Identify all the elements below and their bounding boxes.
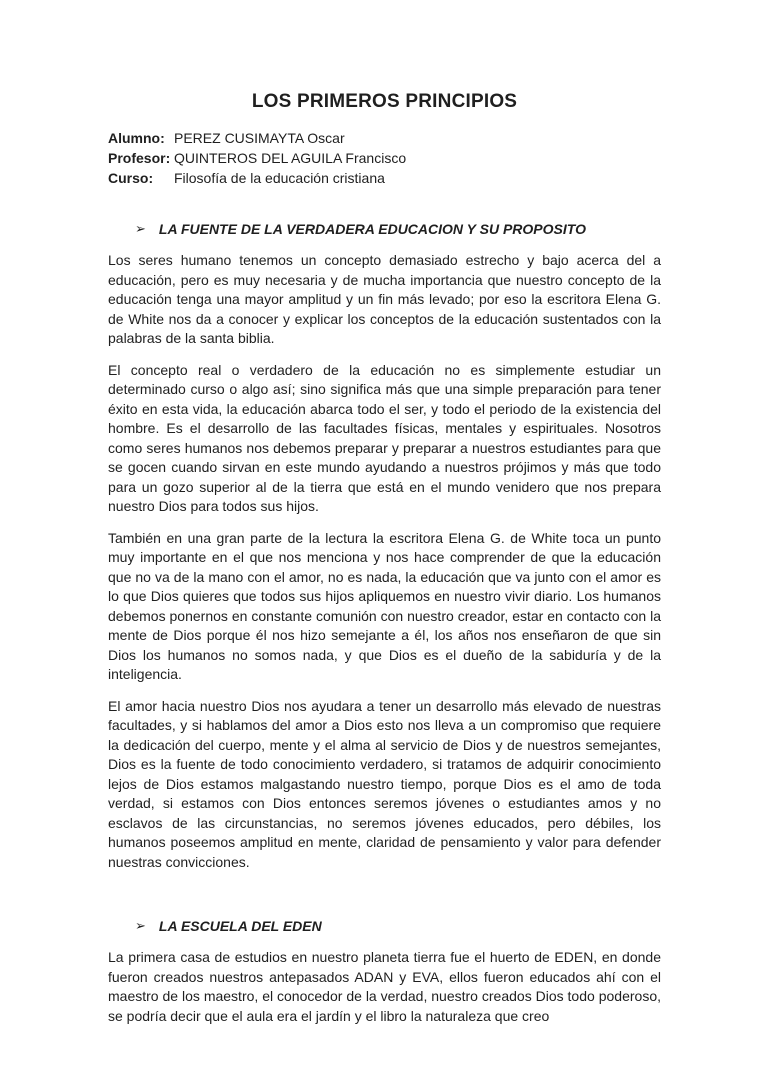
meta-label-profesor: Profesor: bbox=[108, 150, 171, 166]
section-heading-text: LA FUENTE DE LA VERDADERA EDUCACION Y SU PROPOSITO bbox=[158, 221, 586, 237]
section-heading-fuente bbox=[108, 220, 661, 239]
meta-label-curso: Curso: bbox=[108, 170, 154, 186]
meta-row-curso bbox=[108, 168, 661, 188]
meta-value-alumno: PEREZ CUSIMAYTA Oscar bbox=[174, 130, 345, 146]
paragraph: También en una gran parte de la lectura la escritora Elena G. de White toca un punto muy importante en el que nos menciona y nos hace comprender de que la educación que no va de la mano con el amor, no es nada, la educación que va junto con el amor es lo que Dios quieres que todos sus hijos apliquemos en nuestro vivir diario. Los humanos debemos ponernos en constante comunión con nuestro creador, estar en contacto con la mente de Dios porque él nos hizo semejante a él, los años nos enseñaron de que sin Dios los humanos no somos nada, y que Dios es el dueño de la sabiduría y de la inteligencia. bbox=[108, 529, 661, 682]
section-heading-eden bbox=[108, 917, 661, 936]
paragraph: Los seres humano tenemos un concepto demasiado estrecho y bajo acerca del a educación, pero es muy necesaria y de mucha importancia que nuestro concepto de la educación tenga una mayor amplitud y un fin más levado; por eso la escritora Elena G. de White nos da a conocer y explicar los conceptos de la educación sustentados con la palabras de la santa biblia. bbox=[108, 252, 661, 346]
section-heading-text: LA ESCUELA DEL EDEN bbox=[158, 918, 322, 934]
meta-value-profesor: QUINTEROS DEL AGUILA Francisco bbox=[174, 150, 407, 166]
meta-value-curso: Filosofía de la educación cristiana bbox=[174, 170, 385, 186]
section-escuela-eden bbox=[108, 917, 661, 1026]
meta-block bbox=[108, 128, 661, 188]
section-fuente-educacion bbox=[108, 220, 661, 872]
arrow-bullet-icon: ➢ bbox=[135, 221, 146, 236]
meta-label-alumno: Alumno: bbox=[108, 130, 165, 146]
paragraph: El amor hacia nuestro Dios nos ayudara a tener un desarrollo más elevado de nuestras facultades, y si hablamos del amor a Dios esto nos lleva a un compromiso que requiere la dedicación del cuerpo, mente y el alma al servicio de Dios y de nuestros semejantes, Dios es la fuente de todo conocimiento verdadero, si tratamos de adquirir conocimiento lejos de Dios estamos malgastando nuestro tiempo, porque Dios es el amo de toda verdad, si estamos con Dios entonces seremos jóvenes o estudiantes amos y no esclavos de las circunstancias, no seremos jóvenes educados, pero débiles, los humanos poseemos amplitud en mente, claridad de pensamiento y valor para defender nuestras convicciones. bbox=[108, 697, 661, 870]
paragraph: La primera casa de estudios en nuestro planeta tierra fue el huerto de EDEN, en donde fueron creados nuestros antepasados ADAN y EVA, ellos fueron educados ahí con el maestro de los maestro, el conocedor de la verdad, nuestro creados Dios todo poderoso, se podría decir que el aula era el jardín y el libro la naturaleza que creo bbox=[108, 949, 661, 1024]
paragraph: El concepto real o verdadero de la educación no es simplemente estudiar un determinado curso o algo así; sino significa más que una simple preparación para tener éxito en esta vida, la educación abarca todo el ser, y todo el periodo de la existencia del hombre. Es el desarrollo de las facultades físicas, mentales y espirituales. Nosotros como seres humanos nos debemos preparar y preparar a nuestros estudiantes para que se gocen cuando sirvan en este mundo ayudando a nuestros prójimos y más que todo para un gozo superior al de la tierra que está en el mundo venidero que nos prepara nuestro Dios para todos sus hijos. bbox=[108, 361, 661, 514]
arrow-bullet-icon: ➢ bbox=[135, 918, 146, 933]
meta-row-alumno bbox=[108, 128, 661, 148]
meta-row-profesor bbox=[108, 148, 661, 168]
document-title: LOS PRIMEROS PRINCIPIOS bbox=[251, 91, 518, 112]
